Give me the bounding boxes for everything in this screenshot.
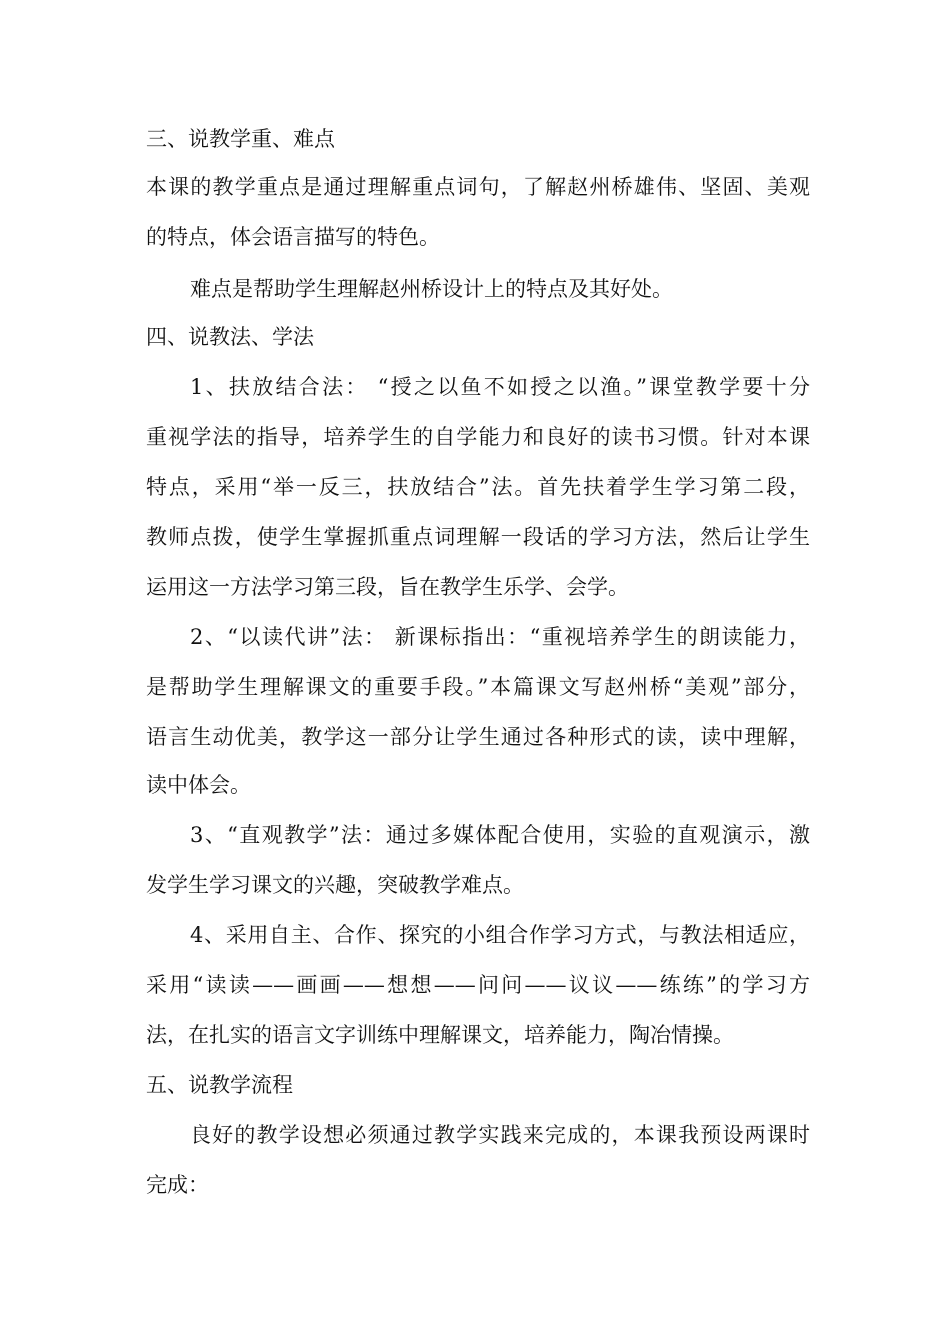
paragraph-line: 4、采用自主、合作、探究的小组合作学习方式，与教法相适应，: [190, 923, 810, 947]
section-heading-3: 三、说教学重、难点: [146, 127, 335, 151]
paragraph-line: 教师点拨，使学生掌握抓重点词理解一段话的学习方法，然后让学生: [146, 525, 810, 549]
paragraph-line: 采用“读读——画画——想想——问问——议议——练练”的学习方: [146, 973, 810, 997]
section-heading-4: 四、说教法、学法: [146, 325, 314, 349]
paragraph-line: 是帮助学生理解课文的重要手段。”本篇课文写赵州桥“美观”部分，: [146, 675, 810, 699]
section-heading-5: 五、说教学流程: [146, 1073, 293, 1097]
paragraph-line: 3、“直观教学”法：通过多媒体配合使用，实验的直观演示，激: [190, 823, 810, 847]
paragraph-line: 重视学法的指导，培养学生的自学能力和良好的读书习惯。针对本课: [146, 425, 810, 449]
paragraph-line: 1、扶放结合法： “授之以鱼不如授之以渔。”课堂教学要十分: [190, 375, 810, 399]
paragraph-line: 2、“以读代讲”法： 新课标指出：“重视培养学生的朗读能力，: [190, 625, 810, 649]
paragraph-line: 良好的教学设想必须通过教学实践来完成的，本课我预设两课时: [190, 1123, 810, 1147]
paragraph-line: 法，在扎实的语言文字训练中理解课文，培养能力，陶冶情操。: [146, 1023, 734, 1047]
paragraph-line: 特点，采用“举一反三，扶放结合”法。首先扶着学生学习第二段，: [146, 475, 810, 499]
paragraph-line: 发学生学习课文的兴趣，突破教学难点。: [146, 873, 524, 897]
paragraph-line: 的特点，体会语言描写的特色。: [146, 225, 440, 249]
paragraph-line: 难点是帮助学生理解赵州桥设计上的特点及其好处。: [190, 277, 673, 301]
paragraph-line: 读中体会。: [146, 773, 251, 797]
paragraph-line: 语言生动优美，教学这一部分让学生通过各种形式的读，读中理解，: [146, 725, 810, 749]
paragraph-line: 完成：: [146, 1173, 209, 1197]
paragraph-line: 本课的教学重点是通过理解重点词句，了解赵州桥雄伟、坚固、美观: [146, 175, 810, 199]
paragraph-line: 运用这一方法学习第三段，旨在教学生乐学、会学。: [146, 575, 629, 599]
